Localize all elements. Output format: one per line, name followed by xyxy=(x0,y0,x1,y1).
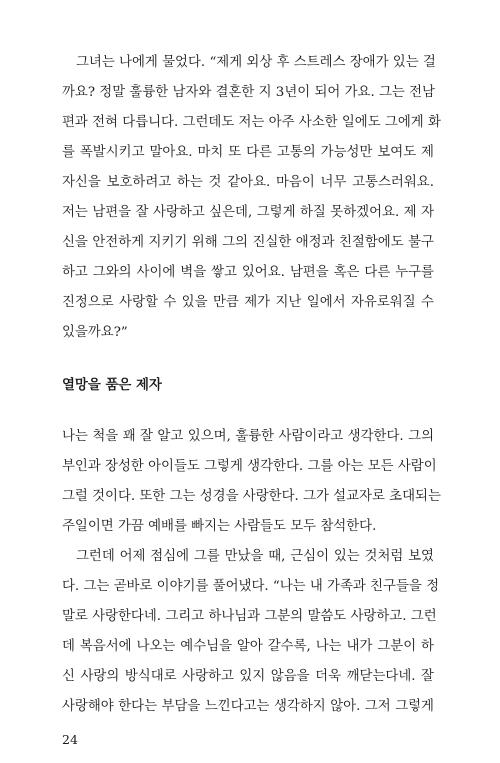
text-line: 편과 전혀 다릅니다. 그런데도 저는 아주 사소한 일에도 그에게 화 xyxy=(62,115,441,130)
text-line: 진정으로 사랑할 수 있을 만큼 제가 지난 일에서 자유로워질 수 xyxy=(62,295,434,310)
text-line: 부인과 장성한 아이들도 그렇게 생각한다. 그를 아는 모든 사람이 xyxy=(62,459,437,474)
text-line: 주일이면 가끔 예배를 빠지는 사람들도 모두 참석한다. xyxy=(62,519,377,534)
text-line: 신을 안전하게 지키기 위해 그의 진실한 애정과 친절함에도 불구 xyxy=(62,235,434,250)
section-heading: 열망을 품은 제자 xyxy=(62,377,162,393)
text-line: 저는 남편을 잘 사랑하고 싶은데, 그렇게 하질 못하겠어요. 제 자 xyxy=(62,205,434,220)
page-number: 24 xyxy=(62,732,78,747)
text-line: 데 복음서에 나오는 예수님을 알아 갈수록, 나는 내가 그분이 하 xyxy=(62,639,434,654)
text-line: 사랑해야 한다는 부담을 느낀다고는 생각하지 않아. 그저 그렇게 xyxy=(62,699,434,714)
text-line: 그런데 어제 점심에 그를 만났을 때, 근심이 있는 것처럼 보였 xyxy=(76,549,434,564)
text-line: 를 폭발시키고 말아요. 마치 또 다른 고통의 가능성만 보여도 제 xyxy=(62,145,434,160)
text-line: 까요? 정말 훌륭한 남자와 결혼한 지 3년이 되어 가요. 그는 전남 xyxy=(62,85,435,100)
text-line: 자신을 보호하려고 하는 것 같아요. 마음이 너무 고통스러워요. xyxy=(62,175,434,190)
text-line: 신 사랑의 방식대로 사랑하고 있지 않음을 더욱 깨닫는다네. 잘 xyxy=(62,669,434,684)
text-line: 다. 그는 곧바로 이야기를 풀어냈다. “나는 내 가족과 친구들을 정 xyxy=(62,579,440,594)
text-line: 있을까요?” xyxy=(62,325,128,340)
text-line: 나는 척을 꽤 잘 알고 있으며, 훌륭한 사람이라고 생각한다. 그의 xyxy=(62,429,434,444)
text-line: 그럴 것이다. 또한 그는 성경을 사랑한다. 그가 설교자로 초대되는 xyxy=(62,489,441,504)
text-line: 말로 사랑한다네. 그리고 하나님과 그분의 말씀도 사랑하고. 그런 xyxy=(62,609,437,624)
text-line: 그녀는 나에게 물었다. “제게 외상 후 스트레스 장애가 있는 걸 xyxy=(76,55,436,70)
text-line: 하고 그와의 사이에 벽을 쌓고 있어요. 남편을 혹은 다른 누구를 xyxy=(62,265,434,280)
